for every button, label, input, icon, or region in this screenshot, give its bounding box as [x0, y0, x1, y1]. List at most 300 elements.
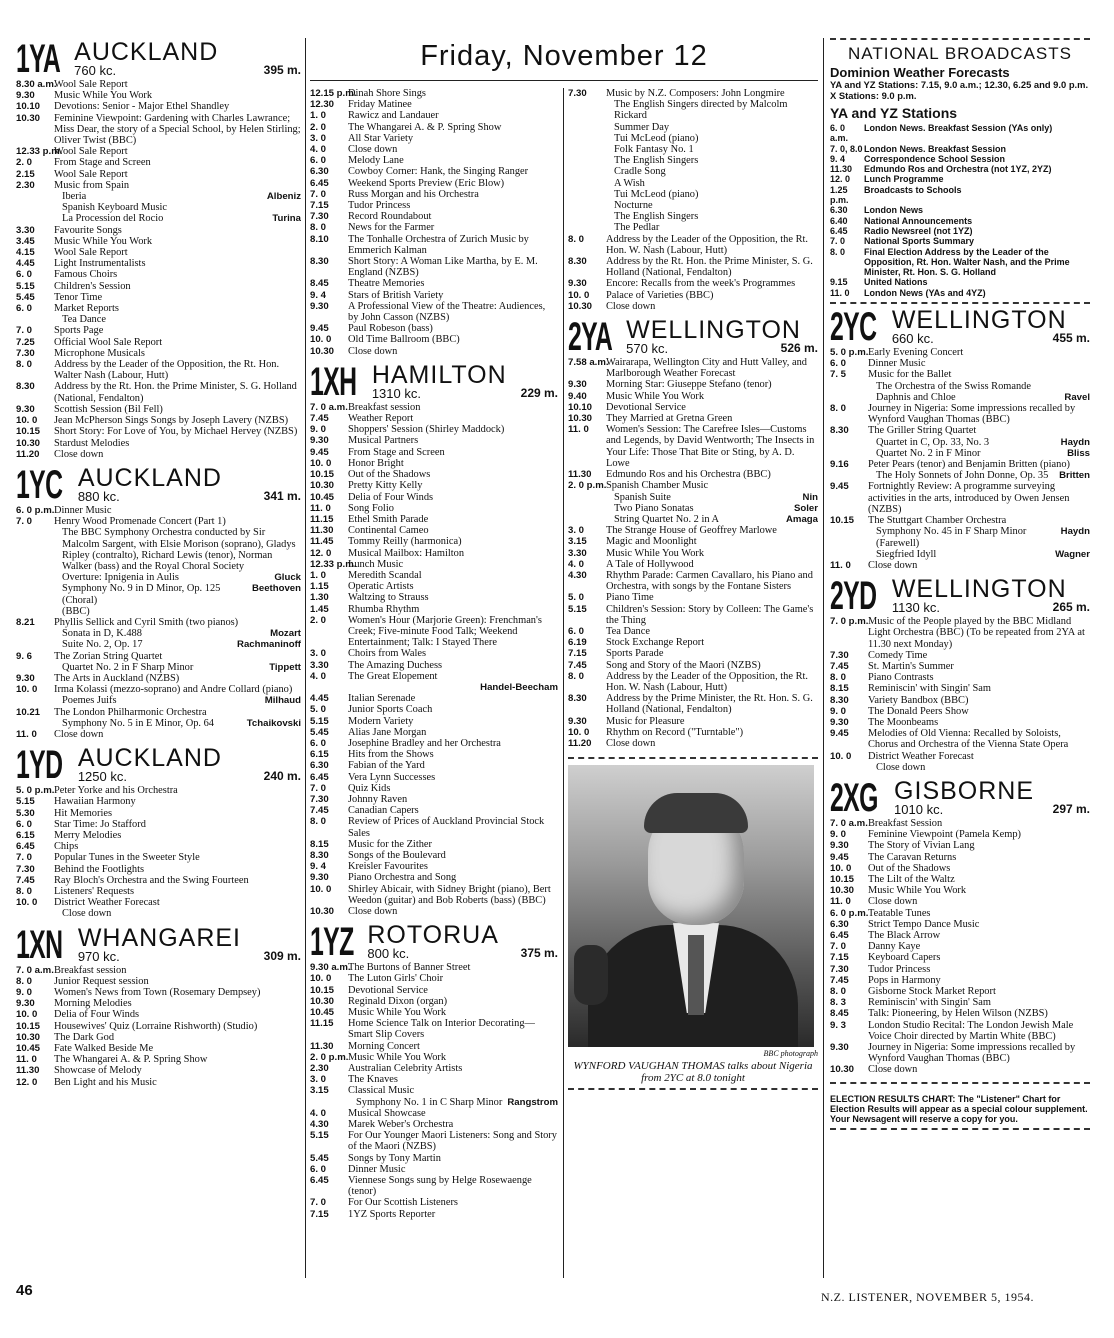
station-frequency — [78, 490, 301, 503]
programme-title: Reginald Dixon (organ) — [348, 995, 448, 1007]
programme-title: From Stage and Screen — [348, 446, 445, 458]
programme-row — [568, 391, 818, 402]
programme-title: Kreisler Favourites — [348, 861, 428, 873]
programme-time: 9.30 — [16, 672, 35, 684]
station-frequency — [372, 387, 558, 400]
programme-title: Light Instrumentalists — [54, 258, 146, 270]
programme-title: Close down — [348, 906, 398, 918]
programme-row — [16, 673, 301, 684]
programme-time — [568, 133, 606, 144]
programme-time: 4. 0 — [568, 558, 585, 570]
programme-time: 6. 0 — [310, 737, 327, 749]
programme-time: 11.30 — [568, 469, 592, 481]
programme-time: 7.45 — [830, 974, 849, 986]
programme-time: 4. 0 — [310, 1107, 327, 1119]
programme-time: 7.45 — [830, 660, 849, 672]
programme-time: 7.15 — [310, 1208, 329, 1220]
programme-title: Melody Lane — [348, 155, 404, 167]
programme-row — [310, 772, 558, 783]
national-item-title: London News. Breakfast Session (YAs only) — [864, 123, 1053, 133]
programme-title: The Donald Peers Show — [868, 705, 969, 717]
programme-time: 7.30 — [568, 88, 587, 99]
national-item — [830, 236, 1090, 246]
station-frequency — [74, 64, 301, 77]
programme-title: Address by the Leader of the Opposition, the Rt. Hon. W. Nash (Labour, Hutt) — [606, 233, 808, 256]
programme-title: Ben Light and his Music — [54, 1076, 157, 1088]
programme-time: 8.30 a.m. — [16, 79, 57, 90]
national-item-title: United Nations — [864, 277, 928, 288]
programme-composer: Beethoven — [251, 583, 301, 595]
programme-title: Out of the Shadows — [348, 469, 431, 481]
programme-time: 7. 0 — [310, 1197, 327, 1209]
station-header — [830, 574, 1090, 619]
programme-title: Breakfast session — [348, 401, 421, 413]
programme-time: 4.45 — [310, 693, 329, 705]
national-item — [830, 277, 1090, 287]
programme-title: Piano Contrasts — [868, 672, 934, 684]
station-call-sign: 2YA — [568, 315, 613, 360]
programme-row — [16, 830, 301, 841]
programme-title: Operatic Artists — [348, 581, 414, 593]
programme-row — [568, 525, 818, 536]
programme-row — [310, 906, 558, 917]
programme-title: Wairarapa, Wellington City and Hutt Valley, and Marlborough Weather Forecast — [606, 357, 807, 380]
programme-time: 9.30 a.m. — [310, 962, 351, 974]
programme-time: 10.15 — [310, 469, 335, 481]
programme-time: 10. 0 — [16, 415, 38, 427]
programme-time: 10.30 — [830, 885, 855, 897]
programme-time: 7.30 — [16, 347, 35, 359]
programme-time: 8. 0 — [568, 670, 585, 682]
programme-title: Quartet No. 2 in F Sharp Minor — [62, 661, 194, 673]
programme-title: Sports Page — [54, 325, 104, 337]
programme-title: Songs of the Boulevard — [348, 850, 446, 861]
photo-caption: WYNFORD VAUGHAN THOMAS talks about Nigeria from 2YC at 8.0 tonight — [573, 1060, 813, 1085]
programme-title: Women's Session: The Carefree Isles—Customs and Legends, by David Wentworth; The Insects in Your Life: Those That Bite or Sting, by A. D. Lowe — [606, 424, 815, 469]
programme-row — [830, 526, 1090, 548]
programme-time: 9.30 — [568, 278, 587, 290]
column-rule — [563, 88, 564, 1278]
programme-time: 6. 0 — [16, 303, 33, 315]
programme-row — [310, 189, 558, 200]
programme-row — [830, 661, 1090, 672]
national-item — [830, 205, 1090, 215]
programme-title: Devotional Service — [348, 984, 428, 996]
station-frequency — [626, 342, 818, 355]
programme-row — [310, 480, 558, 491]
programme-title: Behind the Footlights — [54, 863, 145, 875]
programme-row — [310, 222, 558, 233]
programme-title: Tui McLeod (piano) — [614, 188, 699, 200]
programme-time: 2.15 — [16, 168, 35, 180]
programme-time: 9.30 — [568, 715, 587, 727]
programme-title: Record Roundabout — [348, 211, 432, 223]
programme-title: Music by N.Z. Composers: John Longmire — [606, 88, 785, 99]
programme-title: Quiz Kids — [348, 782, 391, 794]
programme-title: Fortnightly Review: A programme surveying activities in the arts, introduced by Owen Jensen (NZBS) — [868, 481, 1070, 515]
programme-row — [310, 671, 558, 682]
station-header — [16, 462, 301, 507]
programme-title: Gisborne Stock Market Report — [868, 986, 996, 997]
programme-title: The Holy Sonnets of John Donne, Op. 35 — [876, 470, 1049, 482]
programme-time: 6. 0 — [16, 269, 33, 281]
programme-title: They Married at Gretna Green — [606, 413, 733, 425]
programme-composer: Bliss — [1067, 447, 1090, 459]
programme-time: 8.45 — [830, 1008, 849, 1020]
programme-title: Quartet in C, Op. 33, No. 3 — [876, 436, 990, 448]
programme-composer: Soler — [794, 502, 818, 514]
programme-time: 6.15 — [310, 749, 329, 761]
programme-title: Reminiscin' with Singin' Sam — [868, 997, 991, 1009]
programme-title: The Whangarei A. & P. Spring Show — [348, 121, 502, 133]
programme-row — [16, 381, 301, 403]
programme-time: 8.15 — [310, 838, 329, 850]
national-item-title: Final Election Address by the Leader of the Opposition, Rt. Hon. Walter Nash, and the Prime Minister, Rt. Hon. S. G. Holland — [864, 246, 1070, 278]
programme-title: Friday Matinee — [348, 99, 412, 111]
programme-title: Suite No. 2, Op. 17 — [62, 639, 143, 651]
programme-row — [16, 819, 301, 830]
station-call-sign: 2XG — [830, 775, 878, 820]
programme-title: Junior Request session — [54, 975, 149, 987]
programme-time — [568, 99, 606, 121]
programme-time: 10.10 — [568, 401, 593, 413]
wavelength: 309 m. — [263, 948, 301, 963]
programme-time: 3.15 — [310, 1085, 329, 1097]
programme-title: Nocturne — [614, 200, 653, 212]
programme-title: Sonata in D, K.488 — [62, 628, 142, 640]
programme-row — [310, 133, 558, 144]
programme-time: 10.10 — [16, 101, 41, 113]
programme-time: 10. 0 — [16, 897, 38, 909]
programme-title: The English Singers — [614, 155, 699, 167]
programme-title: Choirs from Wales — [348, 648, 427, 660]
programme-time: 7. 5 — [830, 369, 847, 381]
programme-title: Morning Melodies — [54, 998, 132, 1010]
programme-time: 8. 0 — [830, 986, 847, 997]
programme-time: 6.45 — [16, 841, 35, 853]
programme-row — [568, 469, 818, 480]
station-block — [568, 315, 818, 749]
programme-composer: Albeniz — [266, 191, 301, 203]
programme-title: Tui McLeod (piano) — [614, 132, 699, 144]
frequency-kc: 1310 kc. — [371, 385, 421, 401]
national-item-time: 11. 0 — [830, 287, 850, 298]
programme-title: Address by the Leader of the Opposition, the Rt. Hon. Walter Nash (Labour, Hutt) — [54, 359, 280, 382]
programme-time: 11. 0 — [16, 728, 37, 740]
programme-row — [830, 1042, 1090, 1064]
programme-composer: Rachmaninoff — [237, 639, 301, 651]
programme-row — [310, 256, 558, 278]
programme-title: Waltzing to Strauss — [348, 592, 429, 604]
programme-time: 10. 0 — [310, 973, 332, 985]
programme-row — [16, 247, 301, 258]
programme-title: Close down — [54, 448, 104, 460]
programme-time: 10. 0 — [568, 289, 590, 301]
programme-row — [568, 480, 818, 491]
programme-row — [310, 155, 558, 166]
programme-title: Star Time: Jo Stafford — [54, 818, 146, 830]
programme-title: Danny Kaye — [868, 941, 921, 953]
station-city: WELLINGTON — [626, 316, 801, 345]
programme-row — [568, 290, 818, 301]
programme-row — [310, 704, 558, 715]
station-call-sign: 1YZ — [310, 920, 354, 965]
programme-row — [830, 672, 1090, 683]
programme-composer: Turina — [272, 213, 301, 225]
national-item-title: Edmundo Ros and Orchestra (not 1YZ, 2YZ) — [864, 164, 1052, 175]
station-call-sign: 1YC — [16, 462, 63, 507]
programme-title: Musical Showcase — [348, 1107, 426, 1119]
programme-time: 7. 0 — [830, 941, 847, 953]
programme-title: Address by the Leader of the Opposition, the Rt. Hon. W. Nash (Labour, Hutt) — [606, 670, 808, 693]
programme-row — [568, 492, 818, 503]
station-header — [16, 922, 301, 967]
wavelength: 526 m. — [780, 341, 818, 356]
programme-row — [16, 348, 301, 359]
programme-row — [310, 211, 558, 222]
programme-title: Close down — [606, 737, 656, 749]
programme-row — [16, 202, 301, 213]
programme-row — [830, 919, 1090, 930]
programme-row — [830, 930, 1090, 941]
programme-time: 2. 0 p.m. — [568, 480, 607, 492]
programme-title: Italian Serenade — [348, 693, 416, 705]
programme-time: 7.30 — [16, 863, 35, 875]
programme-time: 3.15 — [568, 536, 587, 548]
heading-rule — [310, 80, 818, 81]
station-header — [16, 38, 301, 81]
programme-time: 7.45 — [310, 805, 329, 817]
programme-row — [16, 426, 301, 437]
national-item-title: National Sports Summary — [864, 236, 975, 247]
programme-time: 8.15 — [830, 683, 849, 695]
programme-time: 7. 0 p.m. — [830, 616, 869, 628]
programme-row — [310, 760, 558, 771]
programme-row — [16, 415, 301, 426]
programme-row — [830, 358, 1090, 369]
programme-row — [310, 234, 558, 256]
programme-title: Devotions: Senior - Major Ethel Shandley — [54, 101, 230, 113]
national-item-time: 6. 0 a.m. — [830, 123, 849, 144]
programme-row — [16, 90, 301, 101]
programme-row — [310, 592, 558, 603]
programme-row — [310, 110, 558, 121]
programme-title: Rhythm Parade: Carmen Cavallaro, his Piano and Orchestra, with songs by the Fontane Sisters — [606, 569, 813, 593]
programme-title: Irma Kolassi (mezzo-soprano) and Andre Collard (piano) — [54, 684, 293, 696]
station-city: AUCKLAND — [74, 38, 219, 66]
programme-time: 7.15 — [830, 952, 849, 964]
programme-title: Short Story: A Woman Like Martha, by E. M. England (NZBS) — [348, 256, 538, 279]
programme-time: 12.15 p.m. — [310, 88, 357, 99]
programme-time: 2.30 — [16, 179, 35, 191]
programme-row — [568, 200, 818, 211]
programme-title: Review of Prices of Auckland Provincial Stock Sales — [348, 816, 545, 839]
programme-title: Close down — [868, 559, 918, 571]
programme-time: 4. 0 — [310, 144, 327, 156]
national-item-title: London News (YAs and 4YZ) — [864, 287, 986, 298]
programme-title: Morning Star: Giuseppe Stefano (tenor) — [606, 379, 772, 391]
programme-time — [830, 470, 868, 481]
programme-row — [310, 648, 558, 659]
programme-row — [16, 628, 301, 639]
national-item-title: London News. Breakfast Session — [864, 143, 1007, 154]
programme-row — [568, 570, 818, 592]
station-city: WELLINGTON — [891, 306, 1067, 335]
station-call-sign: 1XH — [310, 359, 357, 404]
programme-time: 5. 0 p.m. — [16, 785, 55, 797]
programme-time: 6.45 — [310, 771, 329, 783]
programme-title: Melodies of Old Vienna: Recalled by Soloists, Chorus and Orchestra of the Vienna State Opera — [868, 728, 1069, 751]
station-block — [16, 40, 301, 460]
programme-composer: Haydn — [1060, 436, 1090, 448]
station-block — [16, 462, 301, 740]
national-item — [830, 144, 1090, 154]
programme-row — [16, 572, 301, 583]
programme-title: Weekend Sports Preview (Eric Blow) — [348, 177, 505, 189]
column-4 — [830, 38, 1090, 1134]
programme-title: Tenor Time — [54, 291, 103, 303]
programme-time: 9. 0 — [830, 829, 847, 841]
station-header — [830, 775, 1090, 820]
programme-row — [310, 1197, 558, 1208]
station-block — [830, 775, 1090, 1076]
programme-title: From Stage and Screen — [54, 157, 151, 169]
programme-title: Edmundo Ros and his Orchestra (BBC) — [606, 469, 771, 481]
dashed-rule — [830, 302, 1090, 304]
national-item — [830, 174, 1090, 184]
programme-title: Early Evening Concert — [868, 347, 964, 359]
programme-row — [310, 178, 558, 189]
programme-title: Palace of Varieties (BBC) — [606, 289, 714, 301]
programme-row — [16, 146, 301, 157]
programme-row — [16, 684, 301, 695]
programme-time: 11. 0 — [16, 1054, 37, 1066]
programme-row — [16, 1021, 301, 1032]
programme-row — [310, 783, 558, 794]
programme-time: 5.15 — [16, 796, 35, 808]
programme-title: 1YZ Sports Reporter — [348, 1208, 436, 1220]
programme-time: 10.15 — [830, 515, 855, 527]
programme-title: Symphony No. 9 in D Minor, Op. 125 (Choral) — [62, 583, 221, 606]
national-title: NATIONAL BROADCASTS — [848, 44, 1072, 63]
programme-row — [16, 101, 301, 112]
programme-time: 11. 0 — [830, 559, 851, 571]
programme-title: The Griller String Quartet — [868, 425, 977, 437]
programme-title: Showcase of Melody — [54, 1065, 142, 1077]
programme-row — [830, 706, 1090, 717]
programme-time — [568, 492, 606, 503]
programme-title: Out of the Shadows — [868, 862, 951, 874]
programme-title: Johnny Raven — [348, 793, 408, 805]
programme-row — [16, 606, 301, 617]
programme-time: 11.20 — [16, 448, 40, 460]
frequency-kc: 1130 kc. — [891, 600, 940, 616]
programme-row — [310, 727, 558, 738]
programme-row — [310, 334, 558, 345]
programme-time — [16, 202, 54, 213]
programme-time — [16, 695, 54, 706]
programme-time: 8.30 — [310, 850, 329, 861]
programme-title: Feminine Viewpoint (Pamela Kemp) — [868, 829, 1021, 841]
station-frequency — [892, 332, 1090, 345]
programme-time: 9.30 — [830, 840, 849, 852]
frequency-kc: 660 kc. — [891, 331, 934, 347]
programme-title: Wool Sale Report — [54, 168, 128, 180]
column-1 — [16, 38, 301, 1094]
programme-title: Vera Lynn Successes — [348, 771, 436, 783]
programme-time: 10.30 — [310, 995, 335, 1007]
issue-footer: N.Z. LISTENER, NOVEMBER 5, 1954. — [821, 1290, 1034, 1304]
programme-time: 7. 0 — [16, 325, 33, 337]
programme-time: 1.30 — [310, 592, 329, 604]
programme-row — [830, 986, 1090, 997]
programme-time: 7. 0 — [310, 782, 327, 794]
station-city: GISBORNE — [894, 776, 1035, 805]
programme-title: Merry Melodies — [54, 829, 122, 841]
programme-time — [16, 527, 54, 572]
programme-title: Variety Bandbox (BBC) — [868, 694, 969, 706]
national-item — [830, 185, 1090, 206]
programme-time: 5. 0 — [568, 592, 585, 604]
programme-title: Stars of British Variety — [348, 289, 444, 301]
programme-time — [568, 503, 606, 514]
national-item-time: 8. 0 — [830, 246, 846, 257]
programme-title: Daphnis and Chloe — [876, 391, 956, 403]
programme-time: 3. 0 — [310, 132, 327, 144]
programme-time: 10. 0 — [16, 684, 38, 696]
programme-row — [310, 1097, 558, 1108]
station-city: AUCKLAND — [77, 463, 222, 492]
programme-time: 9.30 — [16, 90, 35, 102]
programme-title: Keyboard Capers — [868, 952, 941, 964]
programme-time: 9.30 — [310, 435, 329, 447]
programme-title: Jean McPherson Sings Songs by Joseph Lavery (NZBS) — [54, 415, 289, 427]
programme-time — [568, 222, 606, 233]
programme-row — [310, 693, 558, 704]
national-item-time: 9.15 — [830, 277, 848, 288]
programme-title: Spanish Keyboard Music — [62, 202, 168, 214]
programme-title: Official Wool Sale Report — [54, 336, 163, 348]
programme-title: Journey in Nigeria: Some impressions recalled by Wynford Vaughan Thomas (BBC) — [868, 403, 1076, 426]
programme-row — [310, 749, 558, 760]
programme-time: 6. 0 p.m. — [830, 907, 869, 919]
programme-time: 9. 4 — [310, 289, 327, 301]
programme-time: 8.30 — [568, 693, 587, 705]
programme-row — [16, 438, 301, 449]
programme-time: 8. 3 — [830, 997, 847, 1009]
programme-title: Cowboy Corner: Hank, the Singing Ranger — [348, 166, 529, 178]
national-items — [830, 123, 1090, 298]
programme-title: The London Philharmonic Orchestra — [54, 706, 207, 718]
station-city: WELLINGTON — [891, 575, 1067, 604]
programme-composer: Britten — [1059, 470, 1090, 482]
programme-row — [568, 211, 818, 222]
programme-row — [830, 560, 1090, 571]
programme-title: Canadian Capers — [348, 805, 419, 817]
programme-row — [568, 99, 818, 121]
programme-time: 5.45 — [16, 291, 35, 303]
programme-title: The Tonhalle Orchestra of Zurich Music by Emmerich Kalman — [348, 233, 529, 256]
programme-time — [568, 189, 606, 200]
programme-time: 8. 0 — [310, 222, 327, 234]
programme-row — [16, 157, 301, 168]
programme-row — [830, 515, 1090, 526]
programme-time: 7.25 — [16, 336, 35, 348]
programme-time: 10.45 — [16, 1043, 41, 1055]
programme-time: 10.45 — [310, 491, 335, 503]
programme-title: The Pedlar — [614, 222, 660, 234]
programme-row — [16, 1077, 301, 1088]
